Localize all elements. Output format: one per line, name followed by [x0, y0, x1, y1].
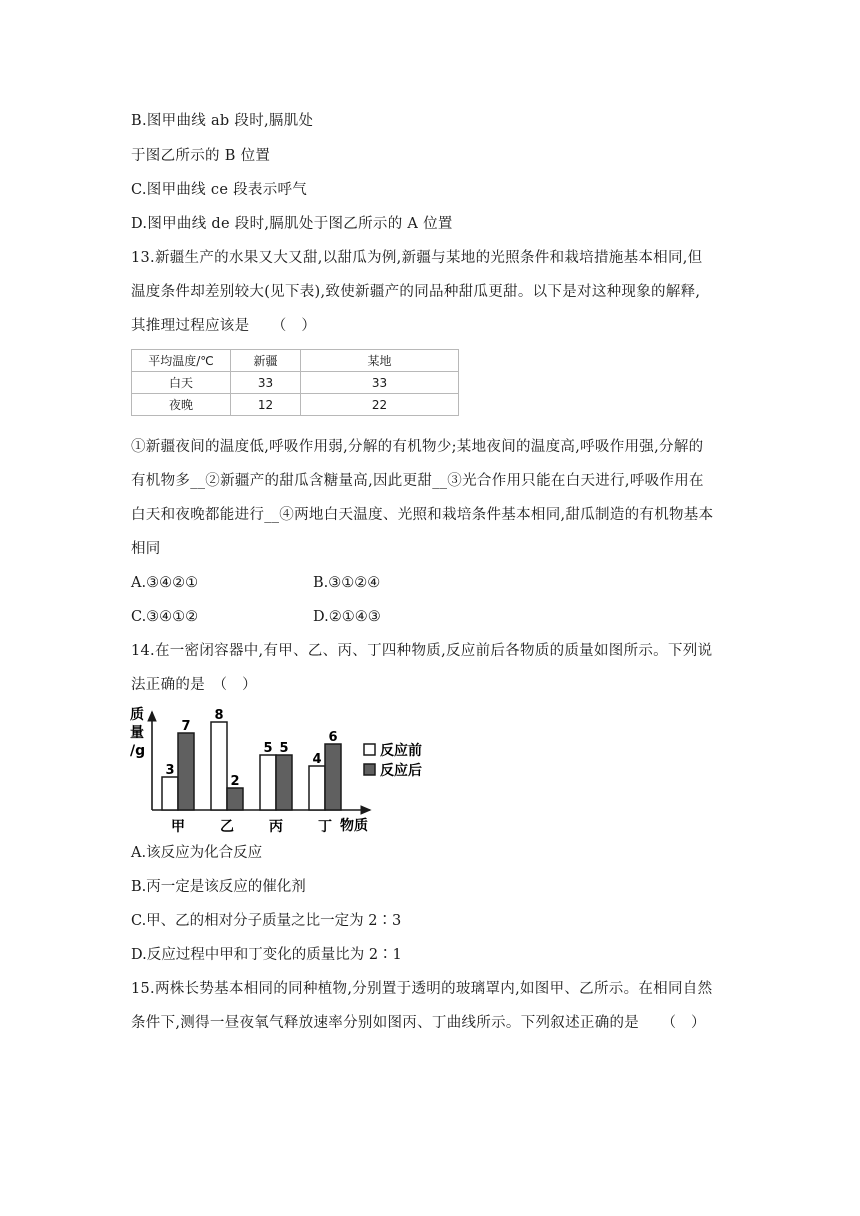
data-label: 5	[279, 741, 289, 756]
bar-after	[325, 744, 341, 810]
table-cell: 22	[301, 394, 459, 416]
mass-bar-chart	[125, 700, 445, 835]
q13-line3: 其推理过程应该是 （ ）	[131, 318, 317, 334]
option-d: D.图甲曲线 de 段时,膈肌处于图乙所示的 A 位置	[131, 216, 453, 232]
legend-swatch	[364, 764, 375, 775]
q15-line2: 条件下,测得一昼夜氧气释放速率分别如图丙、丁曲线所示。下列叙述正确的是 （ ）	[131, 1015, 706, 1031]
category-label: 丙	[269, 819, 283, 835]
q14-option-a: A.该反应为化合反应	[131, 845, 263, 861]
q13-option-d: D.②①④③	[313, 609, 381, 625]
q14-line2: 法正确的是 （ ）	[131, 677, 257, 693]
bar-before	[162, 777, 178, 810]
q13-option-a: A.③④②①	[131, 575, 199, 591]
data-label: 5	[263, 741, 273, 756]
table-row	[132, 372, 459, 394]
bar-before	[260, 755, 276, 810]
table-header-cell: 新疆	[231, 350, 301, 372]
legend-label: 反应后	[380, 763, 422, 779]
data-label: 3	[165, 763, 175, 778]
bar-before	[211, 722, 227, 810]
q13-line2: 温度条件却差别较大(见下表),致使新疆产的同品种甜瓜更甜。以下是对这种现象的解释,	[131, 284, 701, 300]
legend-label: 反应前	[380, 743, 422, 759]
data-label: 8	[214, 708, 224, 723]
q13-option-c: C.③④①②	[131, 609, 199, 625]
table-cell: 白天	[132, 372, 231, 394]
q14-option-c: C.甲、乙的相对分子质量之比一定为 2∶3	[131, 913, 402, 929]
temperature-table	[131, 349, 459, 416]
table-row	[132, 394, 459, 416]
q14-option-d: D.反应过程中甲和丁变化的质量比为 2∶1	[131, 947, 402, 963]
table-cell: 33	[301, 372, 459, 394]
bar-after	[178, 733, 194, 810]
y-axis-label-line2: 量	[130, 725, 144, 741]
q13-option-b: B.③①②④	[313, 575, 381, 591]
option-c: C.图甲曲线 ce 段表示呼气	[131, 182, 308, 198]
category-label: 甲	[171, 819, 185, 835]
data-label: 2	[230, 774, 240, 789]
table-header-cell: 某地	[301, 350, 459, 372]
option-b-line2: 于图乙所示的 B 位置	[131, 148, 271, 164]
legend-swatch	[364, 744, 375, 755]
bar-after	[276, 755, 292, 810]
x-axis-label: 物质	[340, 818, 368, 834]
q14-line1: 14.在一密闭容器中,有甲、乙、丙、丁四种物质,反应前后各物质的质量如图所示。下列说	[131, 643, 713, 659]
bar-before	[309, 766, 325, 810]
bar-after	[227, 788, 243, 810]
q13-line1: 13.新疆生产的水果又大又甜,以甜瓜为例,新疆与某地的光照条件和栽培措施基本相同,但	[131, 250, 703, 266]
table-cell: 12	[231, 394, 301, 416]
table-header-cell: 平均温度/℃	[132, 350, 231, 372]
q14-option-b: B.丙一定是该反应的催化剂	[131, 879, 306, 895]
data-label: 4	[312, 752, 322, 767]
data-label: 6	[328, 730, 338, 745]
y-axis-label-line3: /g	[130, 743, 146, 759]
table-cell: 33	[231, 372, 301, 394]
option-b-line1: B.图甲曲线 ab 段时,膈肌处	[131, 113, 314, 129]
table-cell: 夜晚	[132, 394, 231, 416]
q13-statement-line3: 白天和夜晚都能进行__④两地白天温度、光照和栽培条件基本相同,甜瓜制造的有机物基本	[131, 507, 714, 523]
category-label: 乙	[220, 819, 234, 835]
q13-statement-line2: 有机物多__②新疆产的甜瓜含糖量高,因此更甜__③光合作用只能在白天进行,呼吸作用在	[131, 473, 704, 489]
q15-line1: 15.两株长势基本相同的同种植物,分别置于透明的玻璃罩内,如图甲、乙所示。在相同自然	[131, 981, 713, 997]
q13-statement-line4: 相同	[131, 541, 161, 557]
data-label: 7	[181, 719, 191, 734]
y-axis-label-line1: 质	[130, 707, 144, 723]
category-label: 丁	[318, 819, 332, 835]
table-header-row	[132, 350, 459, 372]
q13-statement-line1: ①新疆夜间的温度低,呼吸作用弱,分解的有机物少;某地夜间的温度高,呼吸作用强,分解的	[131, 439, 704, 455]
